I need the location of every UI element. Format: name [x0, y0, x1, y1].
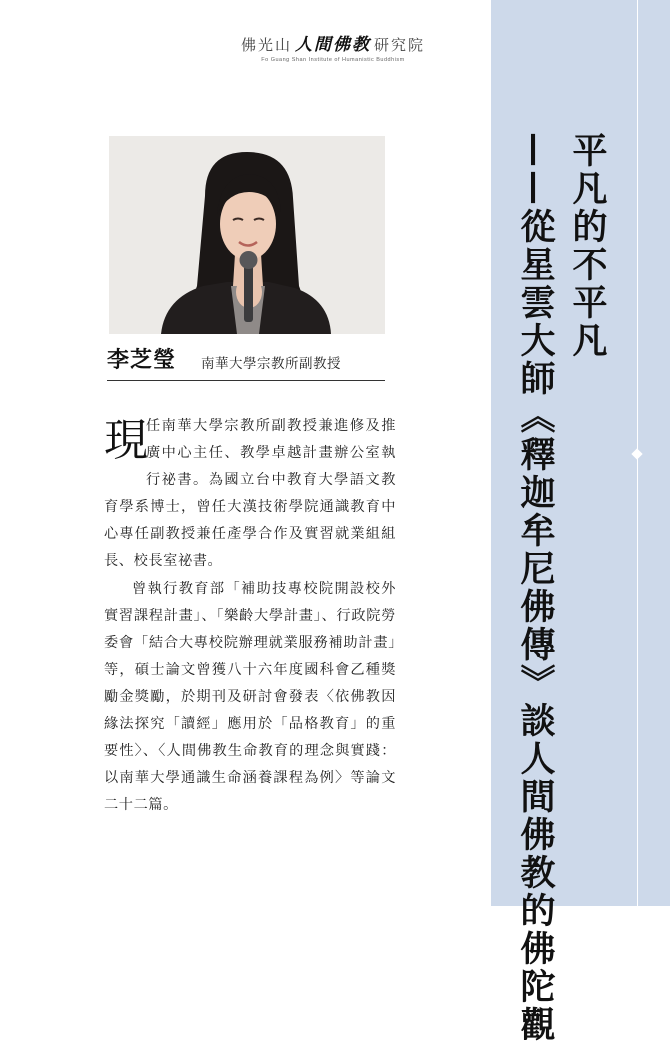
author-title: 南華大學宗教所副教授 — [201, 356, 341, 372]
author-bio — [104, 413, 396, 819]
bio-paragraph-1 — [104, 413, 396, 576]
author-photo — [109, 136, 385, 334]
divider — [107, 380, 385, 381]
article-subtitle: ——從星雲大師《釋迦牟尼佛傳》談人間佛教的佛陀觀 — [515, 132, 556, 1044]
header-suffix: 研究院 — [374, 36, 426, 54]
article-title: 平凡的不平凡 — [567, 132, 608, 360]
institute-english-name: Fo Guang Shan Institute of Humanistic Buddhism — [261, 57, 405, 63]
bio-paragraph-1-text: 任南華大學宗教所副教授兼進修及推廣中心主任、教學卓越計畫辦公室執行祕書。為國立台中教育大學語文教育學系博士，曾任大漢技術學院通識教育中心專任副教授兼任產學合作及實習就業組組長、校長室祕書。 — [104, 418, 396, 570]
header-brand-logo: 人間佛教 — [295, 35, 371, 55]
author-name: 李芝瑩 — [107, 347, 177, 373]
header-prefix: 佛光山 — [240, 36, 292, 54]
institute-name — [228, 30, 438, 55]
bio-paragraph-2: 曾執行教育部「補助技專校院開設校外實習課程計畫」、「樂齡大學計畫」、行政院勞委會「結合大專校院辦理就業服務補助計畫」等，碩士論文曾獲八十六年度國科會乙種獎勵金獎勵，於期刊及研討會發表〈依佛教因緣法探究「讀經」應用於「品格教育」的重要性〉、〈人間佛教生命教育的理念與實踐：以南華大學通識生命涵養課程為例〉等論文二十二篇。 — [104, 580, 396, 814]
drop-cap: 現 — [104, 415, 149, 466]
page-header — [228, 30, 438, 63]
